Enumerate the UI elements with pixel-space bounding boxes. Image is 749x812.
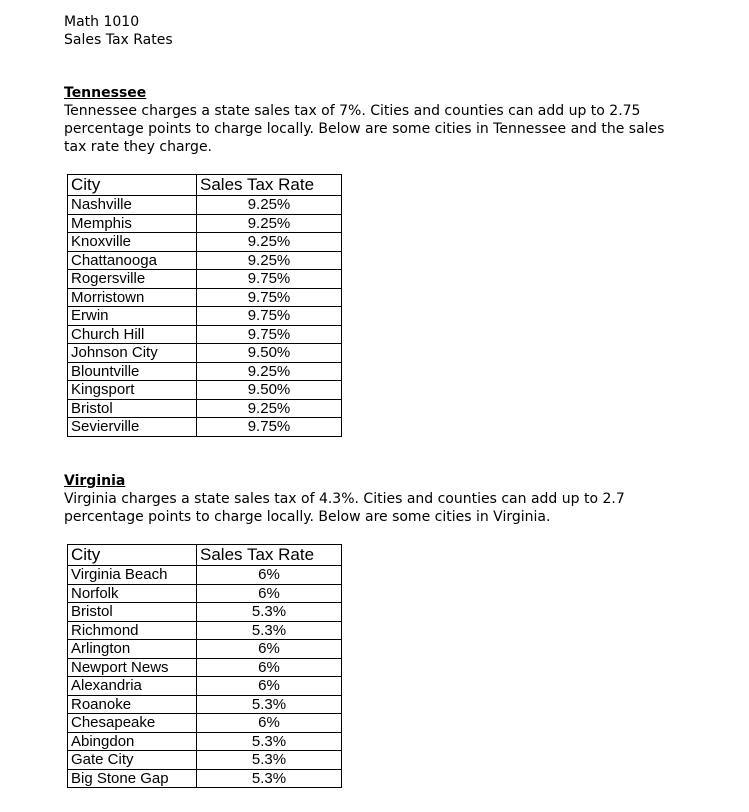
city-cell: Rogersville	[68, 270, 197, 289]
city-cell: Bristol	[68, 603, 197, 622]
rate-cell: 9.25%	[197, 251, 342, 270]
table-row	[68, 640, 342, 659]
city-cell: Bristol	[68, 399, 197, 418]
table-row	[68, 196, 342, 215]
city-cell: Kingsport	[68, 381, 197, 400]
rate-cell: 9.75%	[197, 270, 342, 289]
rate-cell: 6%	[197, 566, 342, 585]
table-row	[68, 288, 342, 307]
rate-cell: 5.3%	[197, 603, 342, 622]
virginia-description: Virginia charges a state sales tax of 4.3%. Cities and counties can add up to 2.7 percentage points to charge locally. Below are some cities in Virginia.	[64, 491, 625, 525]
table-row	[68, 677, 342, 696]
column-header-city: City	[68, 175, 197, 196]
city-cell: Church Hill	[68, 325, 197, 344]
rate-cell: 9.75%	[197, 325, 342, 344]
city-cell: Roanoke	[68, 695, 197, 714]
rate-cell: 5.3%	[197, 732, 342, 751]
virginia-section	[64, 472, 684, 526]
table-row	[68, 307, 342, 326]
city-cell: Abingdon	[68, 732, 197, 751]
document-header	[64, 13, 173, 49]
document-subtitle: Sales Tax Rates	[64, 32, 173, 48]
column-header-rate: Sales Tax Rate	[197, 545, 342, 566]
table-row	[68, 584, 342, 603]
table-header-row	[68, 175, 342, 196]
city-cell: Gate City	[68, 751, 197, 770]
table-row	[68, 566, 342, 585]
city-cell: Big Stone Gap	[68, 769, 197, 788]
city-cell: Newport News	[68, 658, 197, 677]
rate-cell: 6%	[197, 658, 342, 677]
table-row	[68, 362, 342, 381]
column-header-rate: Sales Tax Rate	[197, 175, 342, 196]
table-row	[68, 751, 342, 770]
column-header-city: City	[68, 545, 197, 566]
rate-cell: 6%	[197, 584, 342, 603]
table-row	[68, 233, 342, 252]
virginia-heading: Virginia	[64, 473, 126, 489]
city-cell: Richmond	[68, 621, 197, 640]
city-cell: Erwin	[68, 307, 197, 326]
table-header-row	[68, 545, 342, 566]
rate-cell: 5.3%	[197, 695, 342, 714]
city-cell: Sevierville	[68, 418, 197, 437]
table-row	[68, 270, 342, 289]
city-cell: Memphis	[68, 214, 197, 233]
rate-cell: 5.3%	[197, 769, 342, 788]
table-row	[68, 251, 342, 270]
rate-cell: 9.25%	[197, 233, 342, 252]
table-row	[68, 658, 342, 677]
city-cell: Blountville	[68, 362, 197, 381]
rate-cell: 6%	[197, 714, 342, 733]
table-row	[68, 214, 342, 233]
table-row	[68, 399, 342, 418]
rate-cell: 9.75%	[197, 288, 342, 307]
table-row	[68, 381, 342, 400]
table-row	[68, 695, 342, 714]
rate-cell: 5.3%	[197, 751, 342, 770]
table-row	[68, 769, 342, 788]
tennessee-rates-table	[67, 174, 342, 437]
city-cell: Chesapeake	[68, 714, 197, 733]
course-title: Math 1010	[64, 14, 140, 30]
table-row	[68, 603, 342, 622]
city-cell: Arlington	[68, 640, 197, 659]
city-cell: Norfolk	[68, 584, 197, 603]
table-row	[68, 714, 342, 733]
tennessee-section	[64, 84, 684, 156]
rate-cell: 9.25%	[197, 196, 342, 215]
table-row	[68, 732, 342, 751]
rate-cell: 9.75%	[197, 418, 342, 437]
tennessee-heading: Tennessee	[64, 85, 147, 101]
city-cell: Knoxville	[68, 233, 197, 252]
rate-cell: 6%	[197, 677, 342, 696]
city-cell: Alexandria	[68, 677, 197, 696]
table-row	[68, 418, 342, 437]
city-cell: Johnson City	[68, 344, 197, 363]
tennessee-table-body	[68, 196, 342, 437]
rate-cell: 9.25%	[197, 399, 342, 418]
rate-cell: 5.3%	[197, 621, 342, 640]
virginia-table-body	[68, 566, 342, 788]
city-cell: Morristown	[68, 288, 197, 307]
rate-cell: 9.25%	[197, 214, 342, 233]
city-cell: Virginia Beach	[68, 566, 197, 585]
rate-cell: 6%	[197, 640, 342, 659]
table-row	[68, 325, 342, 344]
rate-cell: 9.50%	[197, 344, 342, 363]
tennessee-description: Tennessee charges a state sales tax of 7%. Cities and counties can add up to 2.75 percentage points to charge locally. Below are some cities in Tennessee and the sales tax rate they charge.	[64, 103, 665, 155]
rate-cell: 9.50%	[197, 381, 342, 400]
table-row	[68, 344, 342, 363]
city-cell: Nashville	[68, 196, 197, 215]
table-row	[68, 621, 342, 640]
rate-cell: 9.25%	[197, 362, 342, 381]
city-cell: Chattanooga	[68, 251, 197, 270]
virginia-rates-table	[67, 544, 342, 788]
rate-cell: 9.75%	[197, 307, 342, 326]
